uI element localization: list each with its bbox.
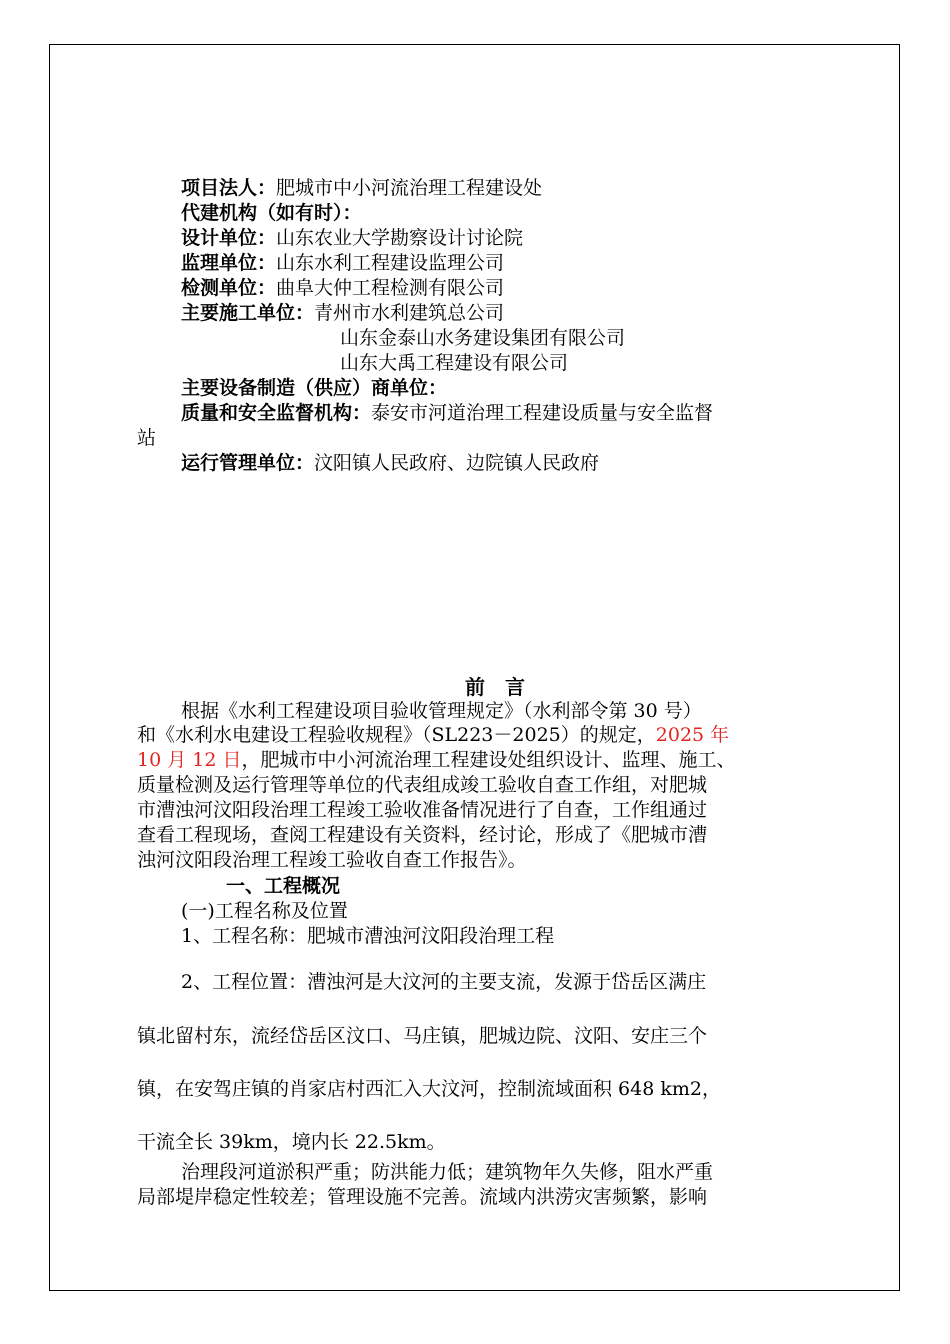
preface-line-1: 根据《水利工程建设项目验收管理规定》（水利部令第 30 号） — [181, 700, 702, 722]
supervision-unit-label: 监理单位： — [181, 252, 277, 274]
operation-unit-row — [181, 451, 599, 476]
project-owner-label: 项目法人： — [181, 177, 277, 199]
project-owner-value: 肥城市中小河流治理工程建设处 — [276, 177, 543, 199]
project-name-line: 1、工程名称：肥城市漕浊河汶阳段治理工程 — [181, 925, 555, 947]
supervision-unit-value: 山东水利工程建设监理公司 — [276, 252, 505, 274]
equipment-unit-row — [181, 376, 447, 401]
preface-line-6: 查看工程现场，查阅工程建设有关资料，经讨论，形成了《肥城市漕 — [137, 824, 708, 846]
quality-unit-value: 泰安市河道治理工程建设质量与安全监督 — [371, 402, 714, 424]
location-line-4: 干流全长 39km，境内长 22.5km。 — [137, 1131, 446, 1153]
overview-subheading: (一)工程名称及位置 — [181, 900, 348, 922]
quality-unit-value-cont: 站 — [137, 427, 157, 449]
operation-unit-label: 运行管理单位： — [181, 452, 315, 474]
project-owner-row — [181, 176, 542, 201]
construction-unit-value-1: 青州市水利建筑总公司 — [314, 302, 505, 324]
design-unit-row — [181, 226, 523, 251]
preface-line-2-text: 和《水利水电建设工程验收规程》（SL223－2025）的规定， — [137, 724, 656, 746]
construction-unit-value-2: 山东金泰山水务建设集团有限公司 — [340, 327, 626, 349]
supervision-unit-row — [181, 251, 504, 276]
preface-title: 前 言 — [465, 675, 525, 699]
equipment-unit-label: 主要设备制造（供应）商单位： — [181, 377, 448, 399]
construction-unit-label: 主要施工单位： — [181, 302, 315, 324]
problem-line-2: 局部堤岸稳定性较差；管理设施不完善。流域内洪涝灾害频繁，影响 — [137, 1186, 708, 1208]
preface-date-year: 2025 年 — [655, 724, 730, 746]
construction-unit-value-3: 山东大禹工程建设有限公司 — [340, 352, 569, 374]
preface-line-2 — [137, 723, 729, 748]
quality-unit-row — [181, 401, 713, 426]
preface-line-5: 市漕浊河汶阳段治理工程竣工验收准备情况进行了自查，工作组通过 — [137, 799, 708, 821]
agent-org-label: 代建机构（如有时）： — [181, 202, 362, 224]
location-line-3: 镇，在安驾庄镇的肖家店村西汇入大汶河，控制流域面积 648 km2， — [137, 1078, 721, 1100]
design-unit-value: 山东农业大学勘察设计讨论院 — [276, 227, 524, 249]
testing-unit-label: 检测单位： — [181, 277, 277, 299]
location-line-1: 2、工程位置：漕浊河是大汶河的主要支流，发源于岱岳区满庄 — [181, 971, 707, 993]
preface-line-3 — [137, 748, 736, 773]
preface-date-day: 10 月 12 日 — [137, 749, 242, 771]
testing-unit-value: 曲阜大仲工程检测有限公司 — [276, 277, 505, 299]
location-line-2: 镇北留村东，流经岱岳区汶口、马庄镇，肥城边院、汶阳、安庄三个 — [137, 1025, 708, 1047]
design-unit-label: 设计单位： — [181, 227, 277, 249]
agent-org-row — [181, 201, 362, 226]
construction-unit-row — [181, 301, 504, 326]
overview-heading: 一、工程概况 — [226, 875, 341, 897]
preface-line-4: 质量检测及运行管理等单位的代表组成竣工验收自查工作组，对肥城 — [137, 774, 708, 796]
testing-unit-row — [181, 276, 504, 301]
preface-line-7: 浊河汶阳段治理工程竣工验收自查工作报告》。 — [137, 849, 527, 871]
preface-line-3-text: ，肥城市中小河流治理工程建设处组织设计、监理、施工、 — [241, 749, 736, 771]
problem-line-1: 治理段河道淤积严重；防洪能力低；建筑物年久失修，阻水严重 — [181, 1161, 714, 1183]
quality-unit-label: 质量和安全监督机构： — [181, 402, 372, 424]
operation-unit-value: 汶阳镇人民政府、边院镇人民政府 — [314, 452, 600, 474]
